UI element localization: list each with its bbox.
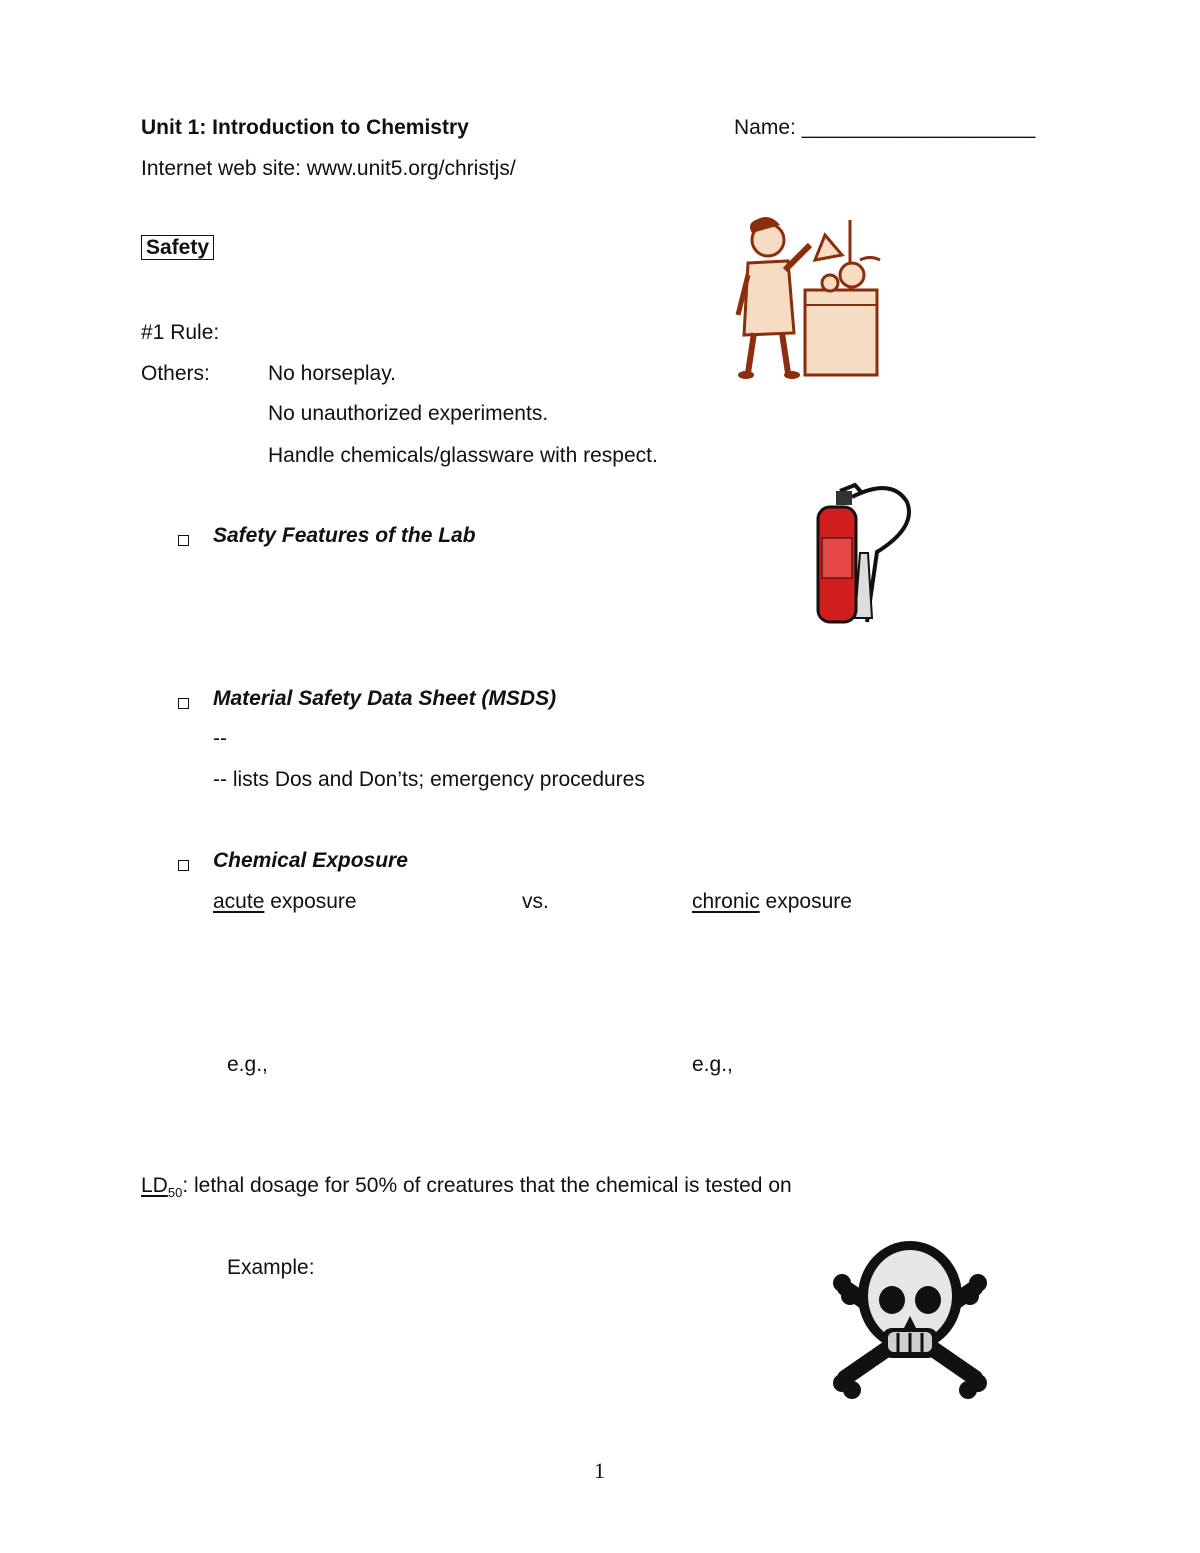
- checkbox-exposure[interactable]: [178, 858, 189, 876]
- chronic-exposure: [692, 890, 852, 914]
- skull-crossbones-icon: [830, 1238, 990, 1398]
- page-title: Unit 1: Introduction to Chemistry: [141, 116, 469, 139]
- ld50-subscript: 50: [167, 1185, 183, 1201]
- checkbox-features[interactable]: [178, 533, 189, 551]
- others-label: Others:: [141, 362, 210, 385]
- ld50-definition: [141, 1174, 792, 1205]
- name-blank: ____________________: [801, 116, 1036, 139]
- fire-extinguisher-icon: [810, 483, 915, 628]
- section-heading-msds: Material Safety Data Sheet (MSDS): [213, 687, 557, 710]
- name-label: Name:: [734, 116, 802, 139]
- section-heading-exposure: Chemical Exposure: [213, 849, 408, 872]
- rule-label: #1 Rule:: [141, 321, 220, 344]
- page-number: 1: [594, 1458, 605, 1483]
- versus-label: vs.: [522, 890, 549, 913]
- acute-rest: exposure: [264, 890, 357, 913]
- chronic-rest: exposure: [759, 890, 852, 913]
- ld50-label: LD: [141, 1174, 168, 1197]
- acute-exposure: [213, 890, 357, 914]
- website-line: Internet web site: www.unit5.org/christjs/: [141, 157, 516, 180]
- chronic-word: chronic: [692, 890, 760, 913]
- msds-line: --: [213, 727, 227, 750]
- example-left: e.g.,: [227, 1053, 268, 1076]
- example-right: e.g.,: [692, 1053, 733, 1076]
- acute-word: acute: [213, 890, 265, 913]
- safety-heading-label: Safety: [141, 235, 214, 260]
- ld50-text: : lethal dosage for 50% of creatures that the chemical is tested on: [182, 1174, 792, 1197]
- name-field[interactable]: [734, 116, 1035, 140]
- others-item: Handle chemicals/glassware with respect.: [268, 444, 658, 467]
- msds-line: -- lists Dos and Don’ts; emergency procedures: [213, 768, 645, 791]
- safety-heading: [141, 236, 214, 260]
- others-item: No horseplay.: [268, 362, 397, 385]
- others-item: No unauthorized experiments.: [268, 402, 549, 425]
- scientist-icon: [730, 215, 885, 380]
- section-heading-features: Safety Features of the Lab: [213, 524, 476, 547]
- example-label: Example:: [227, 1256, 315, 1279]
- checkbox-msds[interactable]: [178, 696, 189, 714]
- ld50-term: [141, 1174, 183, 1201]
